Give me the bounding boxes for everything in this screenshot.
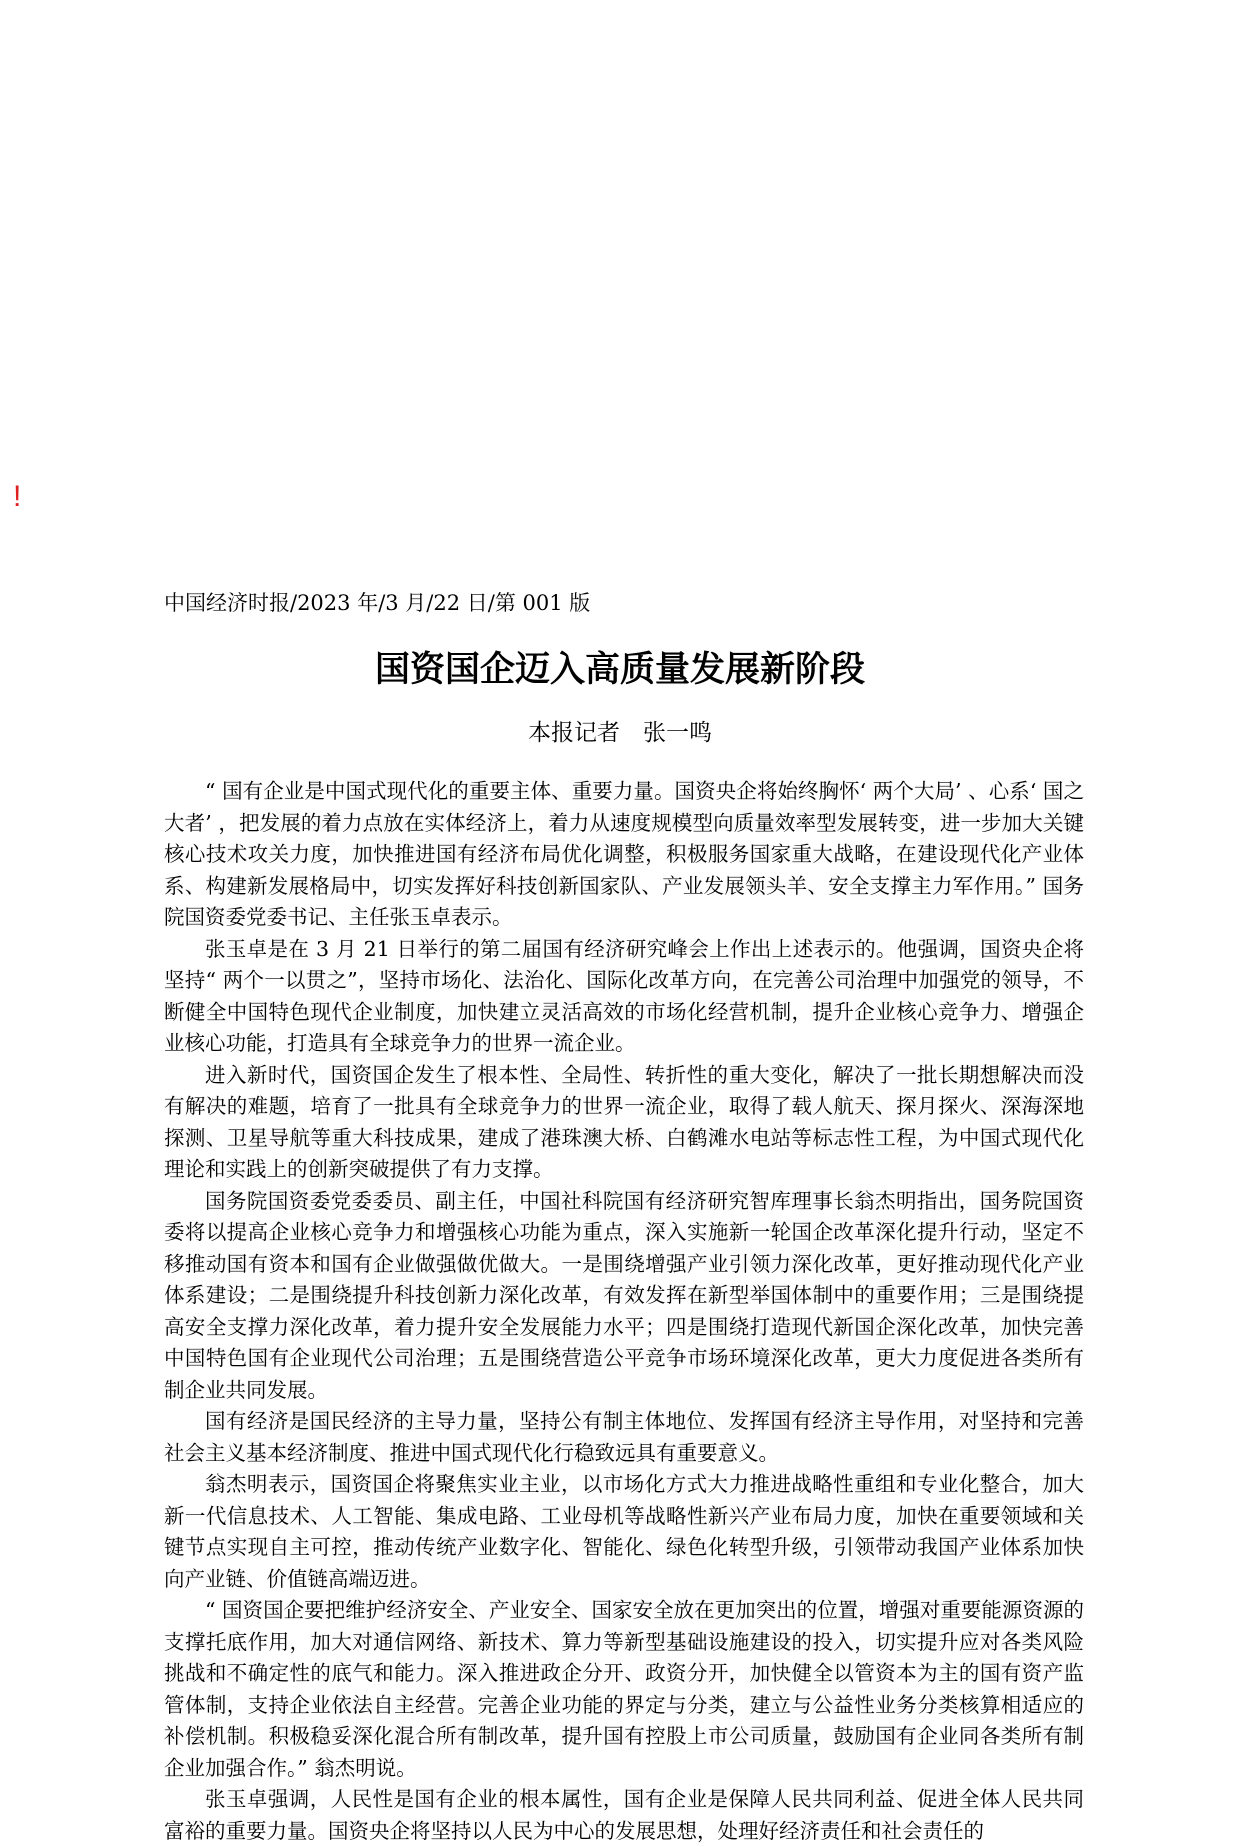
red-exclamation-mark: ! (13, 480, 22, 513)
paragraph: 进入新时代，国资国企发生了根本性、全局性、转折性的重大变化，解决了一批长期想解决而没有解决的难题，培育了一批具有全球竞争力的世界一流企业，取得了载人航天、探月探火、深海深地探测、卫星导航等重大科技成果，建成了港珠澳大桥、白鹤滩水电站等标志性工程，为中国式现代化理论和实践上的创新突破提供了有力支撑。 (164, 1062, 1084, 1181)
paragraph: 国有经济是国民经济的主导力量，坚持公有制主体地位、发挥国有经济主导作用，对坚持和完善社会主义基本经济制度、推进中国式现代化行稳致远具有重要意义。 (164, 1409, 1084, 1465)
byline: 本报记者 张一鸣 (528, 720, 712, 746)
paragraph: “ 国资国企要把维护经济安全、产业安全、国家安全放在更加突出的位置，增强对重要能源资源的支撑托底作用，加大对通信网络、新技术、算力等新型基础设施建设的投入，切实提升应对各类风险挑战和不确定性的底气和能力。深入推进政企分开、政资分开，加快健全以管资本为主的国有资产监管体制，支持企业依法自主经营。完善企业功能的界定与分类，建立与公益性业务分类核算相适应的补偿机制。积极稳妥深化混合所有制改革，提升国有控股上市公司质量，鼓励国有企业同各类所有制企业加强合作。” 翁杰明说。 (164, 1598, 1084, 1780)
paragraph: 张玉卓是在 3 月 21 日举行的第二届国有经济研究峰会上作出上述表示的。他强调，国资央企将坚持“ 两个一以贯之”，坚持市场化、法治化、国际化改革方向，在完善公司治理中加强党的领导，不断健全中国特色现代企业制度，加快建立灵活高效的市场化经营机制，提升企业核心竞争力、增强企业核心功能，打造具有全球竞争力的世界一流企业。 (164, 936, 1084, 1055)
paragraph: “ 国有企业是中国式现代化的重要主体、重要力量。国资央企将始终胸怀‘ 两个大局’ 、心系‘ 国之大者’ ，把发展的着力点放在实体经济上，着力从速度规模型向质量效率型发展转变，进一步加大关键核心技术攻关力度，加快推进国有经济布局优化调整，积极服务国家重大战略，在建设现代化产业体系、构建新发展格局中，切实发挥好科技创新国家队、产业发展领头羊、安全支撑主力军作用。” 国务院国资委党委书记、主任张玉卓表示。 (164, 779, 1084, 929)
paragraph: 翁杰明表示，国资国企将聚焦实业主业，以市场化方式大力推进战略性重组和专业化整合，加大新一代信息技术、人工智能、集成电路、工业母机等战略性新兴产业布局力度，加快在重要领域和关键节点实现自主可控，推动传统产业数字化、智能化、绿色化转型升级，引领带动我国产业体系加快向产业链、价值链高端迈进。 (164, 1472, 1084, 1591)
article-body (164, 776, 1084, 1847)
source-line: 中国经济时报/2023 年/3 月/22 日/第 001 版 (164, 591, 591, 615)
headline: 国资国企迈入高质量发展新阶段 (374, 649, 865, 690)
paragraph: 国务院国资委党委委员、副主任，中国社科院国有经济研究智库理事长翁杰明指出，国务院国资委将以提高企业核心竞争力和增强核心功能为重点，深入实施新一轮国企改革深化提升行动，坚定不移推动国有资本和国有企业做强做优做大。一是围绕增强产业引领力深化改革，更好推动现代化产业体系建设；二是围绕提升科技创新力深化改革，有效发挥在新型举国体制中的重要作用；三是围绕提高安全支撑力深化改革，着力提升安全发展能力水平；四是围绕打造现代新国企深化改革，加快完善中国特色国有企业现代公司治理；五是围绕营造公平竞争市场环境深化改革，更大力度促进各类所有制企业共同发展。 (164, 1188, 1084, 1402)
paragraph: 张玉卓强调，人民性是国有企业的根本属性，国有企业是保障人民共同利益、促进全体人民共同富裕的重要力量。国资央企将坚持以人民为中心的发展思想，处理好经济责任和社会责任的 (164, 1787, 1084, 1843)
